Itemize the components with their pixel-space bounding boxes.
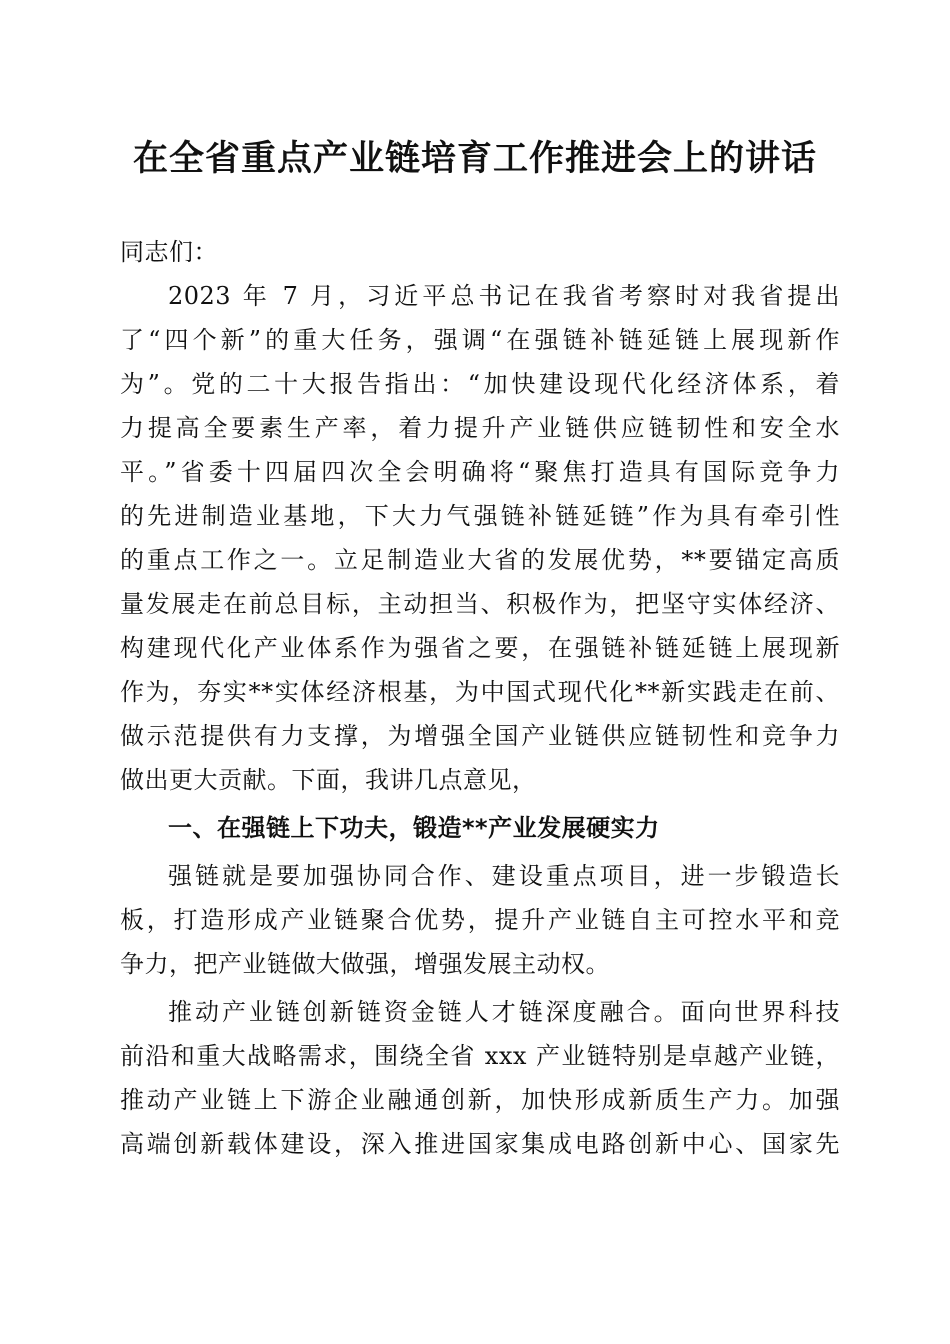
- paragraph-line: 量发展走在前总目标，主动担当、积极作为，把坚守实体经济、: [120, 590, 840, 618]
- document-title: 在全省重点产业链培育工作推进会上的讲话: [132, 138, 817, 179]
- paragraph-line: 板，打造形成产业链聚合优势，提升产业链自主可控水平和竞: [120, 906, 840, 934]
- intro-paragraph: [120, 274, 840, 802]
- section1-paragraph-2: [120, 990, 840, 1166]
- paragraph-line: 的先进制造业基地，下大力气强链补链延链”作为具有牵引性: [120, 502, 840, 530]
- paragraph-line: 作为，夯实**实体经济根基，为中国式现代化**新实践走在前、: [120, 678, 840, 706]
- paragraph-line: 前沿和重大战略需求，围绕全省 xxx 产业链特别是卓越产业链，: [120, 1042, 840, 1070]
- paragraph-line: 做出更大贡献。下面，我讲几点意见，: [120, 766, 537, 794]
- paragraph-line: 强链就是要加强协同合作、建设重点项目，进一步锻造长: [168, 862, 840, 890]
- paragraph-line: 力提高全要素生产率，着力提升产业链供应链韧性和安全水: [120, 414, 840, 442]
- paragraph-line: 了“四个新”的重大任务，强调“在强链补链延链上展现新作: [120, 326, 840, 354]
- paragraph-line: 争力，把产业链做大做强，增强发展主动权。: [120, 950, 610, 978]
- section-heading: 一、在强链上下功夫，锻造**产业发展硬实力: [168, 814, 660, 842]
- paragraph-line: 高端创新载体建设，深入推进国家集成电路创新中心、国家先: [120, 1130, 840, 1158]
- paragraph-line: 推动产业链创新链资金链人才链深度融合。面向世界科技: [168, 998, 840, 1026]
- paragraph-line: 2023 年 7 月，习近平总书记在我省考察时对我省提出: [168, 282, 840, 310]
- paragraph-line: 构建现代化产业体系作为强省之要，在强链补链延链上展现新: [120, 634, 840, 662]
- paragraph-line: 做示范提供有力支撑，为增强全国产业链供应链韧性和竞争力: [120, 722, 840, 750]
- paragraph-line: 推动产业链上下游企业融通创新，加快形成新质生产力。加强: [120, 1086, 840, 1114]
- paragraph-line: 为”。党的二十大报告指出：“加快建设现代化经济体系，着: [120, 370, 840, 398]
- section1-paragraph-1: [120, 854, 840, 986]
- salutation: 同志们：: [120, 238, 218, 266]
- document-body: [120, 230, 840, 1166]
- paragraph-line: 的重点工作之一。立足制造业大省的发展优势，**要锚定高质: [120, 546, 840, 574]
- paragraph-line: 平。”省委十四届四次全会明确将“聚焦打造具有国际竞争力: [120, 458, 840, 486]
